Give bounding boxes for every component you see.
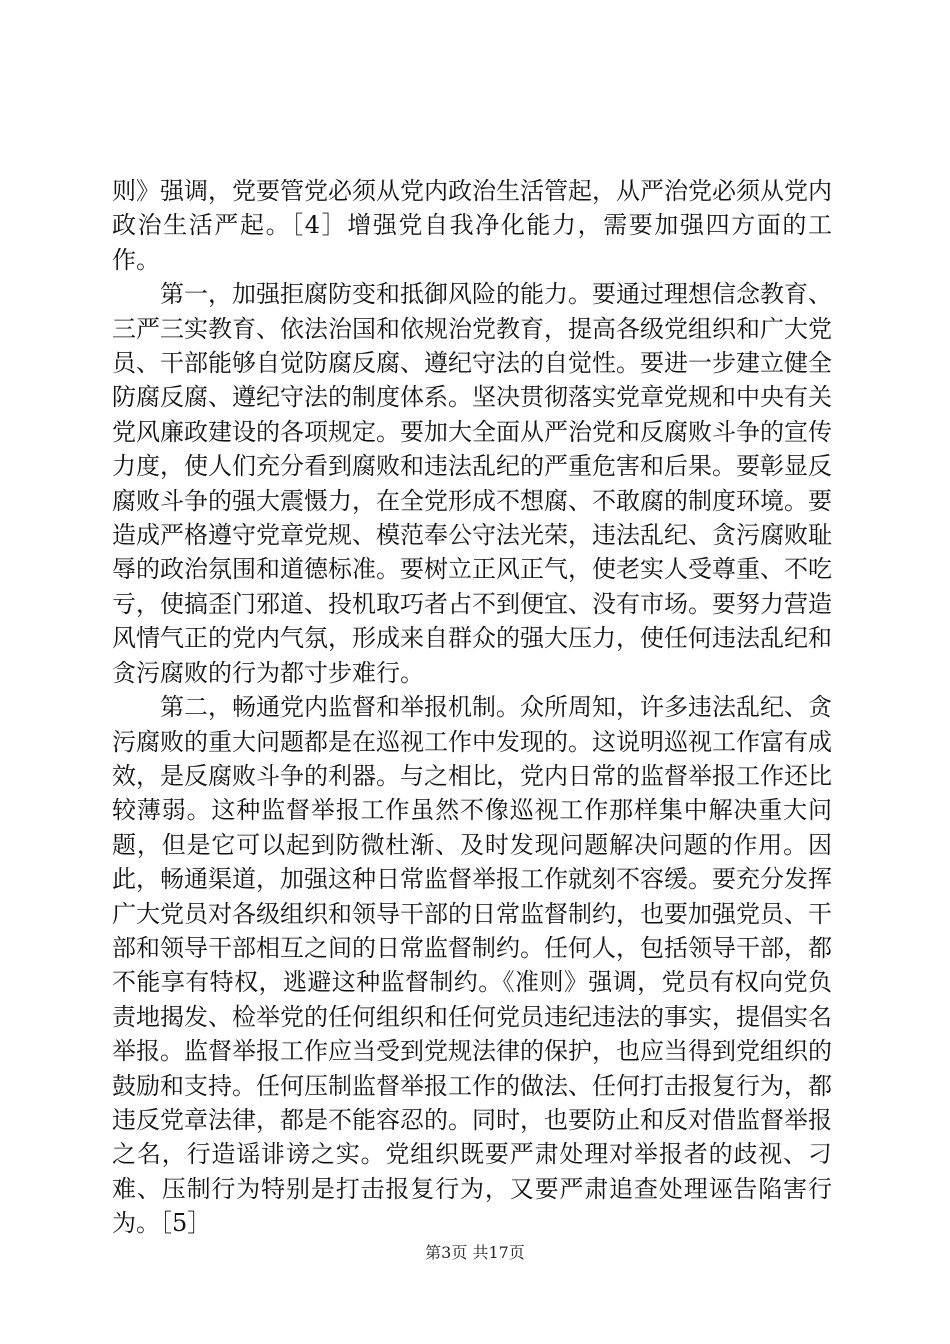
paragraph-first-point: 第一，加强拒腐防变和抵御风险的能力。要通过理想信念教育、三严三实教育、依法治国和依规治党教育，提高各级党组织和广大党员、干部能够自觉防腐反腐、遵纪守法的自觉性。要进一步建立健全防腐反腐、遵纪守法的制度体系。坚决贯彻落实党章党规和中央有关党风廉政建设的各项规定。要加大全面从严治党和反腐败斗争的宣传力度，使人们充分看到腐败和违法乱纪的严重危害和后果。要彰显反腐败斗争的强大震慑力，在全党形成不想腐、不敢腐的制度环境。要造成严格遵守党章党规、模范奉公守法光荣，违法乱纪、贪污腐败耻辱的政治氛围和道德标准。要树立正风正气，使老实人受尊重、不吃亏，使搞歪门邪道、投机取巧者占不到便宜、没有市场。要努力营造风情气正的党内气氛，形成来自群众的强大压力，使任何违法乱纪和贪污腐败的行为都寸步难行。 — [112, 280, 832, 687]
page-footer: 第3页 共17页 — [425, 1243, 525, 1262]
paragraph-second-point: 第二，畅通党内监督和举报机制。众所周知，许多违法乱纪、贪污腐败的重大问题都是在巡视工作中发现的。这说明巡视工作富有成效，是反腐败斗争的利器。与之相比，党内日常的监督举报工作还比较薄弱。这种监督举报工作虽然不像巡视工作那样集中解决重大问题，但是它可以起到防微杜渐、及时发现问题解决问题的作用。因此，畅通渠道，加强这种日常监督举报工作就刻不容缓。要充分发挥广大党员对各级组织和领导干部的日常监督制约，也要加强党员、干部和领导干部相互之间的日常监督制约。任何人，包括领导干部，都不能享有特权，逃避这种监督制约。《准则》强调，党员有权向党负责地揭发、检举党的任何组织和任何党员违纪违法的事实，提倡实名举报。监督举报工作应当受到党规法律的保护，也应当得到党组织的鼓励和支持。任何压制监督举报工作的做法、任何打击报复行为，都违反党章法律，都是不能容忍的。同时，也要防止和反对借监督举报之名，行造谣诽谤之实。党组织既要严肃处理对举报者的歧视、刁难、压制行为特别是打击报复行为，又要严肃追查处理诬告陷害行为。［5］ — [112, 693, 832, 1238]
body-text — [112, 174, 832, 1241]
paragraph-continuation: 则》强调，党要管党必须从党内政治生活管起，从严治党必须从党内政治生活严起。［4］增强党自我净化能力，需要加强四方面的工作。 — [112, 177, 832, 274]
